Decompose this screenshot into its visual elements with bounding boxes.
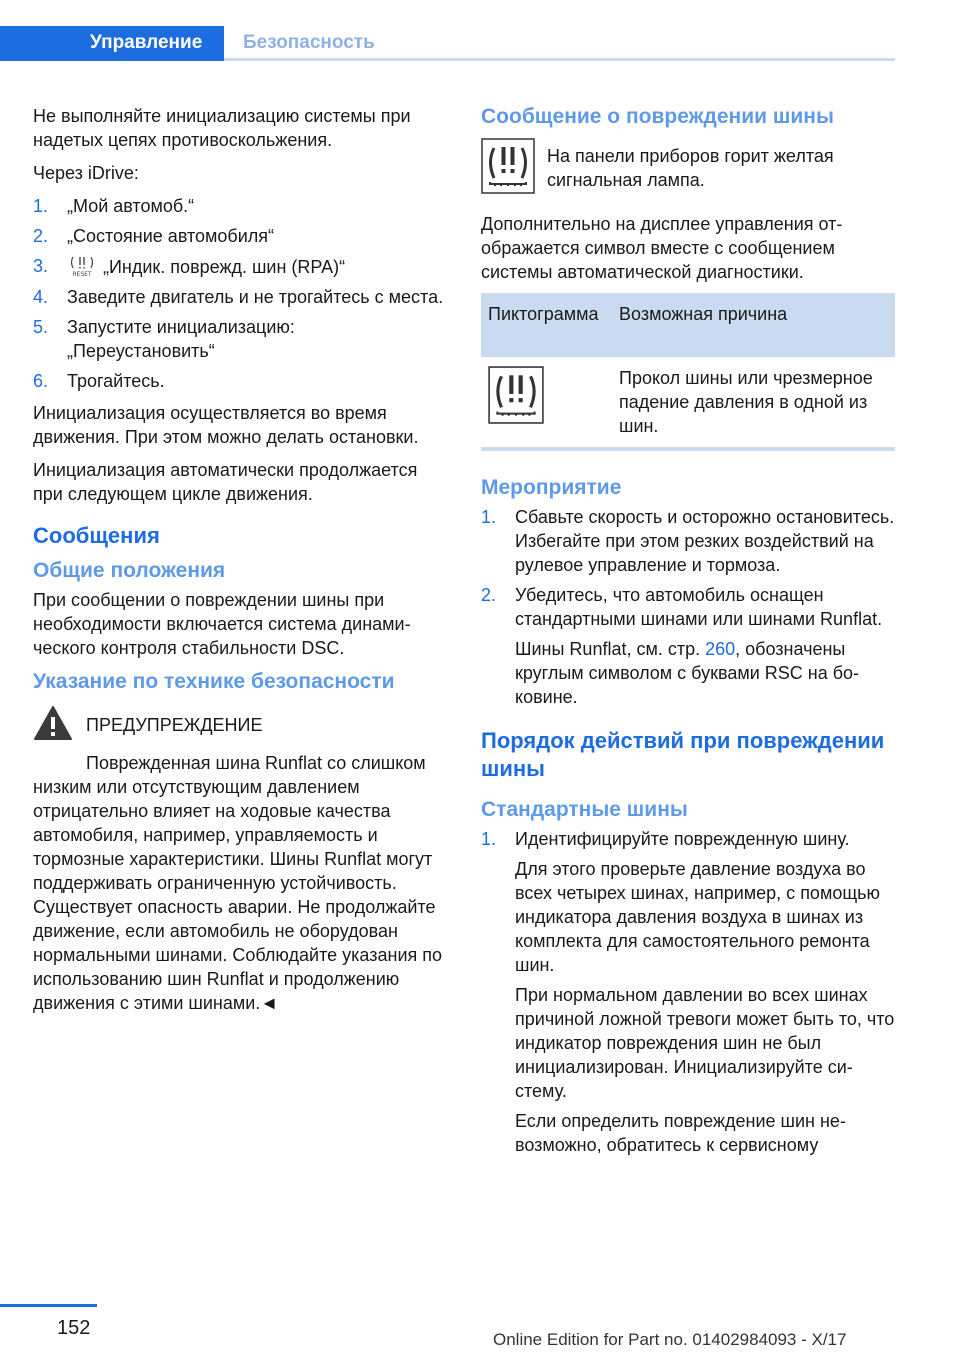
svg-text:RESET: RESET xyxy=(72,271,92,278)
table-header-row xyxy=(481,293,895,357)
list-item: 1. Сбавьте скорость и осторожно остановитесь. Избегайте при этом резких воздействий на рулевое управление и тормоза. xyxy=(481,507,895,575)
warning-text: Поврежденная шина Runflat со слишком низким или отсутствующим давлением отрицательно влияет на ходовые качества автомобиля, например, управляемость и тормозные характеристики. Шины Runflat могут поддерживать ограниченную устойчивость. Существует опасность аварии. Не продолжайте движение, если автомобиль не оборудован нормальными шинами. Соблюдайте указания по использованию шин Runflat и продолжению движения с этими шинами.◄ xyxy=(33,753,442,1013)
paragraph: При сообщении о повреждении шины при необходимости включается система динамического контроля стабильности DSC. xyxy=(33,590,411,658)
table-header-cell: Возможная причина xyxy=(612,293,895,357)
heading-damage-message: Сообщение о повреждении шины xyxy=(481,105,834,128)
list-item: 1. „Мой автомоб.“ xyxy=(33,196,195,216)
page-link[interactable]: 260 xyxy=(705,639,736,659)
right-column xyxy=(481,104,895,1165)
table-row xyxy=(481,357,895,449)
tire-warning-icon xyxy=(481,138,535,194)
tab-safety[interactable]: Безопасность xyxy=(243,32,375,53)
table-header-cell: Пиктограмма xyxy=(481,293,612,357)
table-cell-cause: Прокол шины или чрезмерное падение давления в одной из шин. xyxy=(612,357,895,449)
cause-table xyxy=(481,293,895,451)
list-item: 3. RESET „Индик. поврежд. шин (RPA)“ xyxy=(33,256,346,278)
table-cell-icon xyxy=(481,357,612,449)
paragraph: Не выполняйте инициализацию системы при надетых цепях противоскольжения. xyxy=(33,106,411,150)
paragraph: Через iDrive: xyxy=(33,163,139,183)
list-item: 4. Заведите двигатель и не трогайтесь с места. xyxy=(33,287,444,307)
tire-warning-icon xyxy=(488,366,544,424)
lamp-text: На панели приборов горит желтая сигнальная лампа. xyxy=(547,146,834,190)
heading-procedure: Порядок действий при повреждении шины xyxy=(481,728,885,781)
tire-reset-icon xyxy=(67,254,97,278)
heading-messages: Сообщения xyxy=(33,523,160,548)
page-number: 152 xyxy=(57,1317,91,1339)
paragraph: Дополнительно на дисплее управления отображается символ вместе с сообщением системы автоматической диагностики. xyxy=(481,214,843,282)
heading-general: Общие положения xyxy=(33,559,226,582)
warning-triangle-icon xyxy=(33,699,86,747)
heading-safety-note: Указание по технике безопасности xyxy=(33,670,395,693)
list-item: 5. Запустите инициализацию: „Переустановить“ xyxy=(33,317,295,361)
list-item: 1. Идентифицируйте поврежденную шину. Для этого проверьте давление воздуха во всех четырех шинах, например, с помощью индикатора давления воздуха в шинах из комплекта для самостоятельного ремонта шин. При нормальном давлении во всех шинах причиной ложной тревоги может быть то, что индикатор повреждения шин не был инициализирован. Инициализируйте систему. Если определить повреждение шин невозможно, обратитесь к сервисному xyxy=(481,829,895,1155)
heading-standard-tires: Стандартные шины xyxy=(481,798,688,821)
measure-steps xyxy=(481,505,895,709)
init-steps xyxy=(33,194,445,393)
warning-block xyxy=(33,699,445,747)
heading-measure: Мероприятие xyxy=(481,476,622,499)
edition-text: Online Edition for Part no. 01402984093 - X/17 xyxy=(493,1330,847,1349)
list-item: 2. „Состояние автомобиля“ xyxy=(33,226,275,246)
standard-steps xyxy=(481,827,895,1157)
lamp-row xyxy=(481,138,895,200)
paragraph: Инициализация осуществляется во время движения. При этом можно делать остановки. xyxy=(33,403,419,447)
list-item: 2. Убедитесь, что автомобиль оснащен стандартными шинами или шинами Runflat. Шины Runflat, см. стр. 260, обозначены круглым символом с буквами RSC на боковине. xyxy=(481,585,883,707)
list-item: 6. Трогайтесь. xyxy=(33,371,165,391)
warning-title: ПРЕДУПРЕЖДЕНИЕ xyxy=(86,715,263,735)
left-column xyxy=(33,104,445,1024)
footer-rule xyxy=(0,1304,97,1307)
paragraph: Инициализация автоматически продолжается при следующем цикле движения. xyxy=(33,460,418,504)
tab-control[interactable]: Управление xyxy=(90,32,203,53)
